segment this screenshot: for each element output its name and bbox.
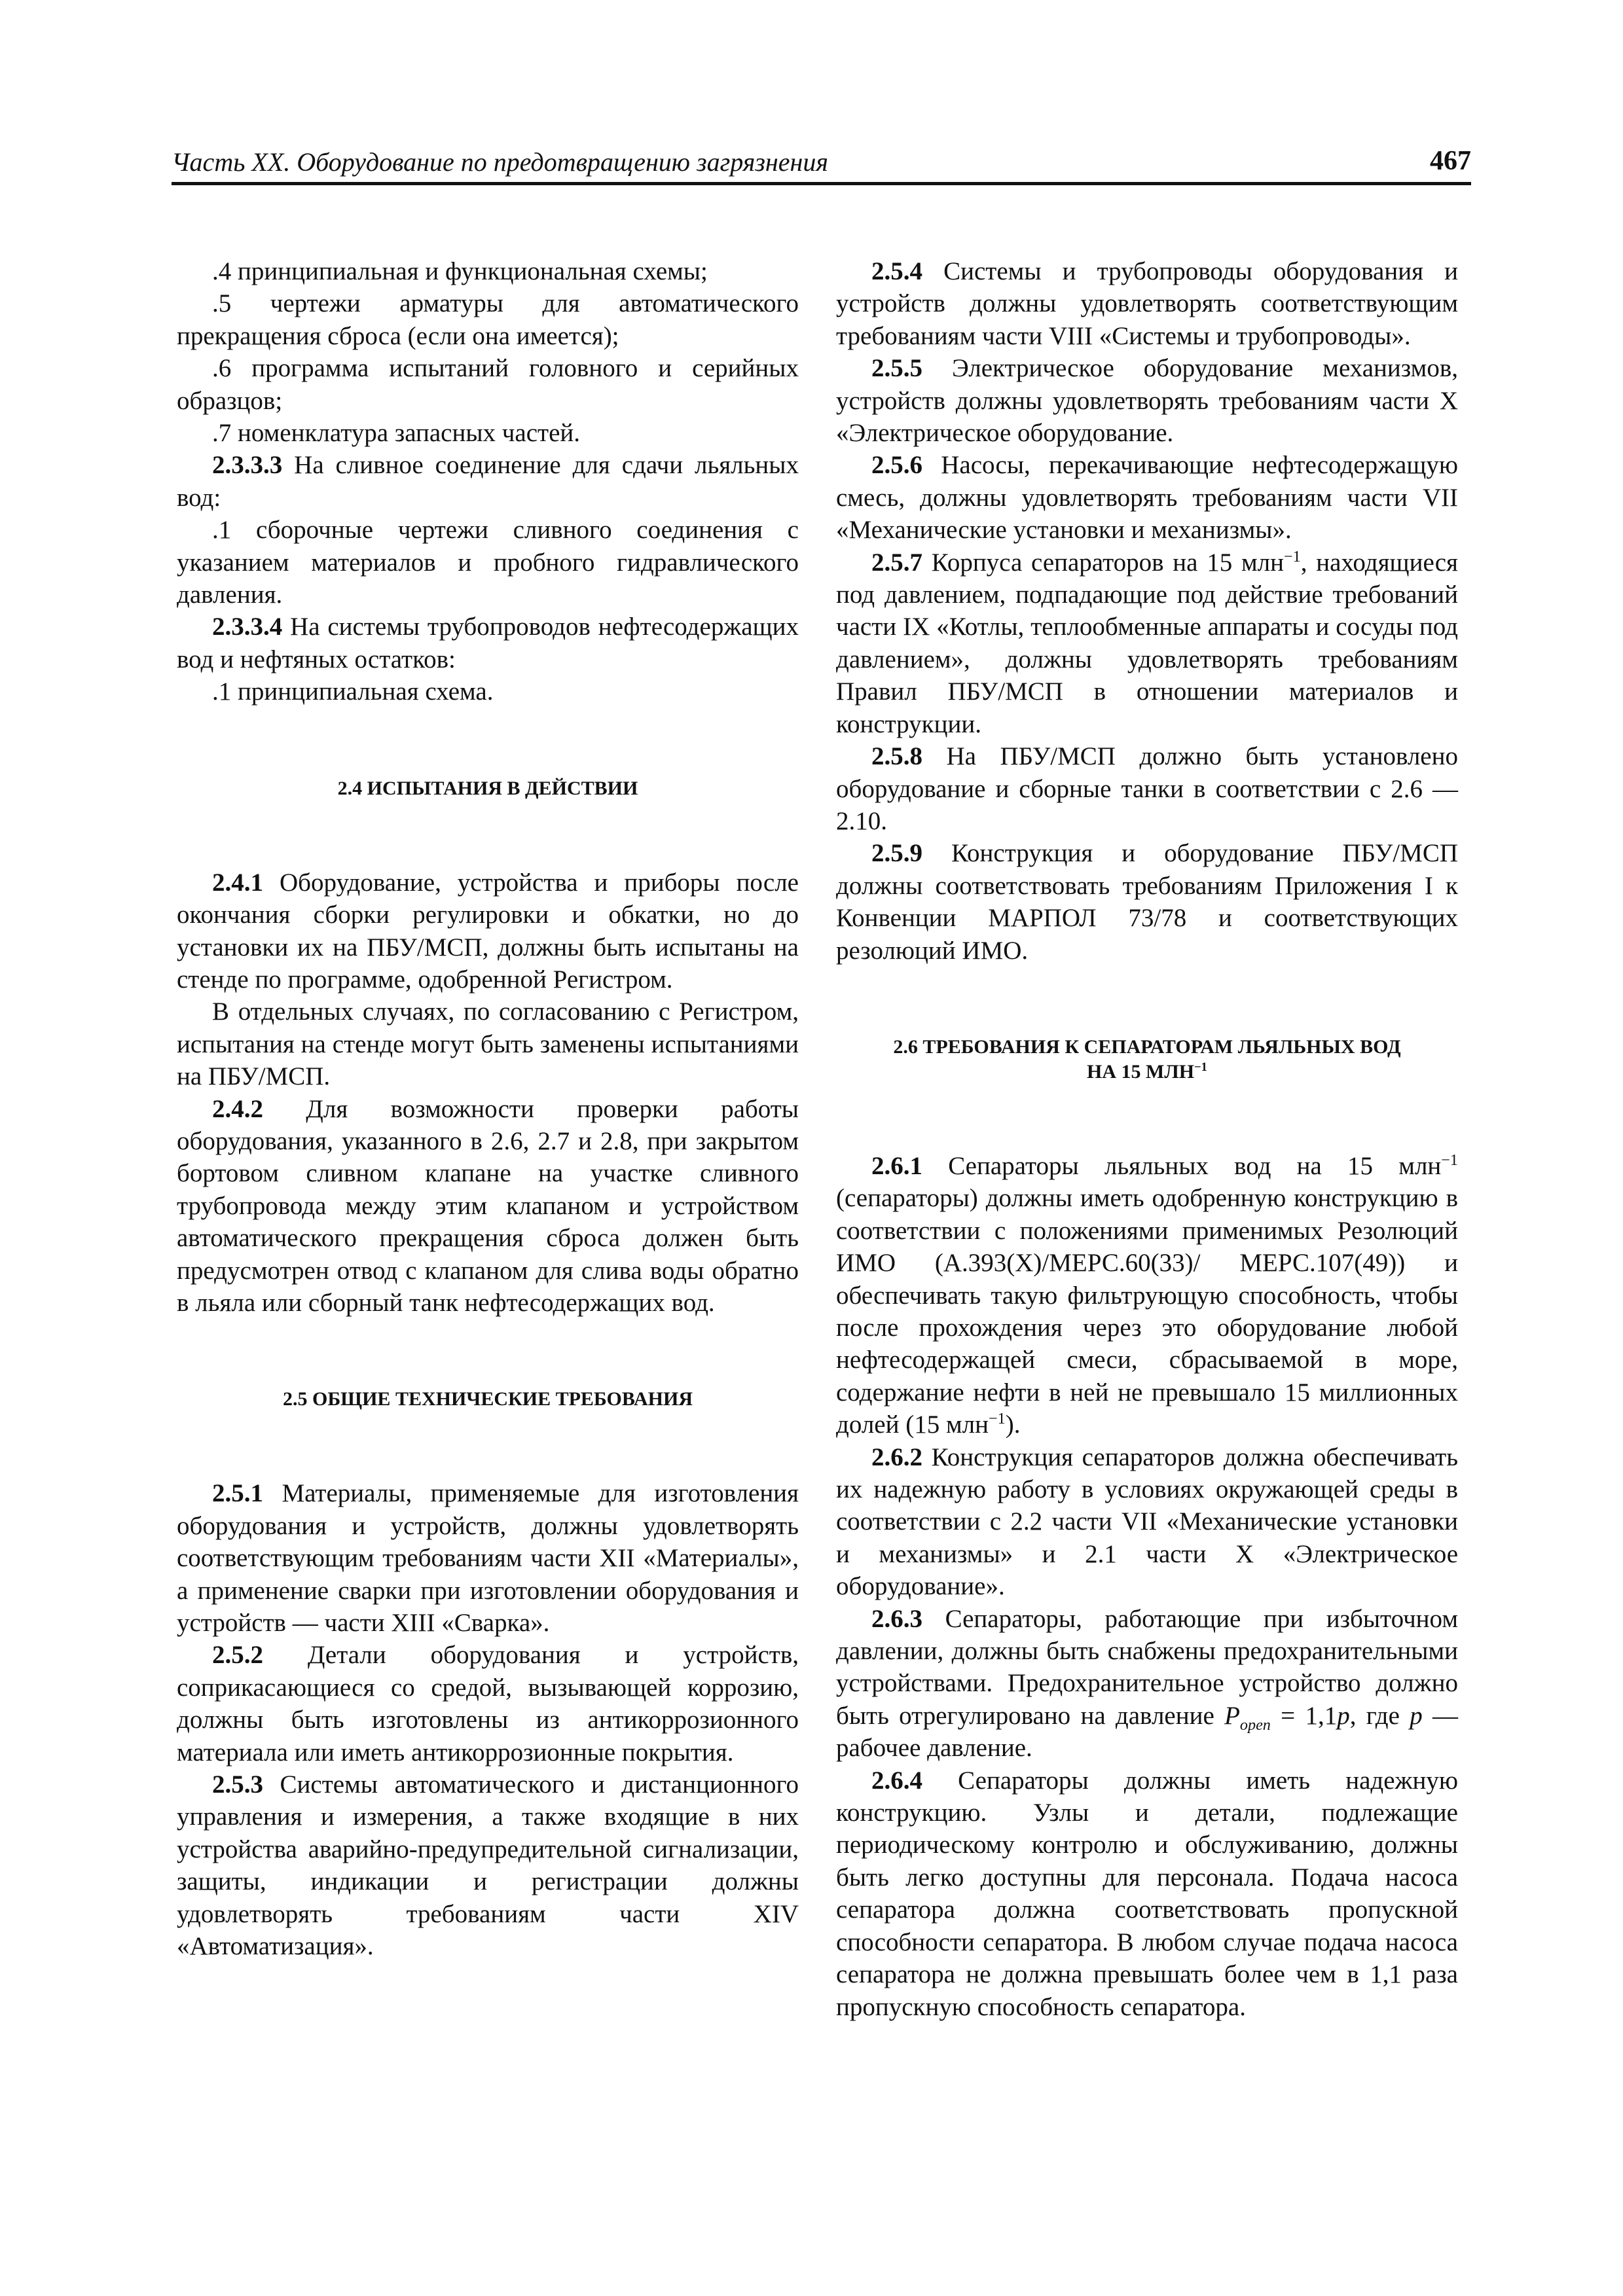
paragraph-2-5-9 [836, 837, 1458, 967]
paragraph-2-4-1 [177, 867, 799, 996]
clause-number: 2.3.3.4 [212, 613, 283, 641]
paragraph-2-5-8 [836, 740, 1458, 837]
paragraph-2-6-1 [836, 1150, 1458, 1441]
clause-text: (сепараторы) должны иметь одобренную конструкцию в соответствии с положениями применимых Резолюций ИМО (А.393(X)/МЕРС.60(33)/ МЕРС.107(49)) и обеспечивать такую фильтрующую способность, чтобы после прохождения через это оборудование любой нефтесодержащей смеси, сбрасываемой в море, содержание нефти в ней не превышало 15 миллионных долей (15 млн [836, 1184, 1458, 1439]
clause-text: Для возможности проверки работы оборудования, указанного в 2.6, 2.7 и 2.8, при закрытом бортовом сливном клапане на участке сливного трубопровода между этим клапаном и устройством автоматического прекращения сброса должен быть предусмотрен отвод с клапаном для слива воды обратно в льяла или сборный танк нефтесодержащих вод. [177, 1094, 799, 1317]
clause-text: Конструкция и оборудование ПБУ/МСП должны соответствовать требованиям Приложения I к Конвенции МАРПОЛ 73/78 и соответствующих резолюций ИМО. [836, 839, 1458, 965]
paragraph-2-5-7 [836, 547, 1458, 740]
clause-text: Детали оборудования и устройств, соприкасающиеся со средой, вызывающей коррозию, должны быть изготовлены из антикоррозионного материала или иметь антикоррозионные покрытия. [177, 1641, 799, 1767]
paragraph-2-3-3-4 [177, 611, 799, 675]
clause-number: 2.5.4 [871, 257, 922, 285]
clause-text: Системы и трубопроводы оборудования и устройств должны удовлетворять соответствующим требованиям части VIII «Системы и трубопроводы». [836, 257, 1458, 350]
clause-number: 2.4.2 [212, 1094, 263, 1123]
list-item: .6 программа испытаний головного и серийных образцов; [177, 354, 799, 415]
paragraph-2-5-4 [836, 255, 1458, 352]
clause-number: 2.5.6 [871, 451, 922, 480]
page-number: 467 [1430, 146, 1471, 176]
clause-number: 2.5.3 [212, 1770, 263, 1799]
paragraph-2-5-2 [177, 1639, 799, 1768]
list-item: .5 чертежи арматуры для автоматического прекращения сброса (если она имеется); [177, 289, 799, 350]
clause-text: Электрическое оборудование механизмов, устройств должны удовлетворять требованиям части X «Электрическое оборудование. [836, 354, 1458, 448]
paragraph-2-5-5 [836, 352, 1458, 449]
paragraph-2-5-3 [177, 1768, 799, 1962]
clause-number: 2.5.1 [212, 1479, 263, 1508]
clause-text: Корпуса сепараторов на 15 млн [922, 548, 1284, 577]
clause-number: 2.4.1 [212, 868, 263, 897]
clause-number: 2.5.2 [212, 1641, 263, 1670]
superscript: −1 [988, 1410, 1006, 1428]
formula-var: p [1410, 1701, 1423, 1730]
list-item: .7 номенклатура запасных частей. [212, 419, 581, 448]
clause-number: 2.3.3.3 [212, 451, 283, 480]
superscript: −1 [1283, 547, 1301, 565]
paragraph-2-6-4 [836, 1765, 1458, 2023]
clause-number: 2.5.7 [871, 548, 922, 577]
clause-text: На сливное соединение для сдачи льяльных вод: [177, 451, 799, 512]
heading-line: НА 15 МЛН [1087, 1060, 1195, 1083]
clause-text: , находящиеся под давлением, подпадающие под действие требований части IX «Котлы, теплообменные аппараты и сосуды под давлением», должны удовлетворять требованиям Правил ПБУ/МСП в отношении материалов и конструкции. [836, 548, 1458, 738]
right-column [836, 255, 1458, 2023]
clause-text: Сепараторы льяльных вод на 15 млн [922, 1151, 1442, 1180]
clause-text: Насосы, перекачивающие нефтесодержащую смесь, должны удовлетворять требованиям части VII «Механические установки и механизмы». [836, 451, 1458, 545]
clause-text: На системы трубопроводов нефтесодержащих вод и нефтяных остатков: [177, 613, 799, 673]
clause-number: 2.6.1 [871, 1151, 922, 1180]
paragraph-2-6-2 [836, 1441, 1458, 1603]
clause-text: — рабочее давление. [836, 1701, 1458, 1763]
superscript: −1 [1441, 1151, 1458, 1169]
clause-text: Системы автоматического и дистанционного управления и измерения, а также входящие в них устройства аварийно-предупредительной сигнализации, защиты, индикации и регистрации должны удовлетворять требованиям части XIV «Автоматизация». [177, 1770, 799, 1961]
section-heading-2-6 [836, 1035, 1458, 1085]
superscript: −1 [1194, 1060, 1207, 1074]
subscript: open [1239, 1715, 1271, 1734]
document-page [172, 144, 1471, 2225]
paragraph-2-5-6 [836, 449, 1458, 546]
clause-text: Оборудование, устройства и приборы после окончания сборки регулировки и обкатки, но до установки их на ПБУ/МСП, должны быть испытаны на стенде по программе, одобренной Регистром. [177, 868, 799, 994]
clause-text: Материалы, применяемые для изготовления оборудования и устройств, должны удовлетворять соответствующим требованиям части XII «Материалы», а применение сварки при изготовлении оборудования и устройств — части XIII «Сварка». [177, 1479, 799, 1637]
clause-number: 2.5.8 [871, 742, 922, 771]
paragraph: В отдельных случаях, по согласованию с Регистром, испытания на стенде могут быть заменены испытаниями на ПБУ/МСП. [177, 997, 799, 1091]
paragraph-2-6-3 [836, 1603, 1458, 1765]
clause-number: 2.5.5 [871, 354, 922, 383]
running-title: Часть XX. Оборудование по предотвращению загрязнения [172, 147, 828, 177]
list-item: .4 принципиальная и функциональная схемы; [212, 257, 708, 285]
clause-number: 2.6.2 [871, 1443, 922, 1471]
paragraph-2-5-1 [177, 1477, 799, 1639]
formula-var: p [1337, 1701, 1350, 1730]
page-header [172, 144, 1471, 185]
clause-text: На ПБУ/МСП должно быть установлено оборудование и сборные танки в соответствии с 2.6 — 2.10. [836, 742, 1458, 835]
clause-text: ). [1005, 1410, 1021, 1439]
list-item: .1 сборочные чертежи сливного соединения с указанием материалов и пробного гидравлического давления. [177, 516, 799, 609]
clause-text: Сепараторы, работающие при избыточном давлении, должны быть снабжены предохранительными устройствами. Предохранительное устройство должно быть отрегулировано на давление [836, 1604, 1458, 1730]
paragraph-2-3-3-3 [177, 449, 799, 514]
clause-number: 2.6.4 [871, 1766, 922, 1795]
clause-text: Сепараторы должны иметь надежную конструкцию. Узлы и детали, подлежащие периодическому контролю и обслуживанию, должны быть легко доступны для персонала. Подача насоса сепаратора должна соответствовать пропускной способности сепаратора. В любом случае подача насоса сепаратора не должна превышать более чем в 1,1 раза пропускную способность сепаратора. [836, 1766, 1458, 2021]
clause-number: 2.5.9 [871, 839, 922, 868]
clause-number: 2.6.3 [871, 1604, 922, 1633]
section-heading-2-5: 2.5 ОБЩИЕ ТЕХНИЧЕСКИЕ ТРЕБОВАНИЯ [282, 1388, 693, 1410]
section-heading-2-4: 2.4 ИСПЫТАНИЯ В ДЕЙСТВИИ [337, 777, 638, 799]
left-column [177, 255, 799, 1962]
list-item: .1 принципиальная схема. [212, 677, 494, 706]
clause-text: , где [1349, 1701, 1410, 1730]
clause-text: = 1,1 [1270, 1701, 1338, 1730]
clause-text: Конструкция сепараторов должна обеспечивать их надежную работу в условиях окружающей среды в соответствии с 2.2 части VII «Механические установки и механизмы» и 2.1 части X «Электрическое оборудование». [836, 1443, 1458, 1601]
formula-var: P [1224, 1701, 1240, 1730]
heading-line: 2.6 ТРЕБОВАНИЯ К СЕПАРАТОРАМ ЛЬЯЛЬНЫХ ВОД [893, 1035, 1401, 1058]
paragraph-2-4-2 [177, 1093, 799, 1319]
